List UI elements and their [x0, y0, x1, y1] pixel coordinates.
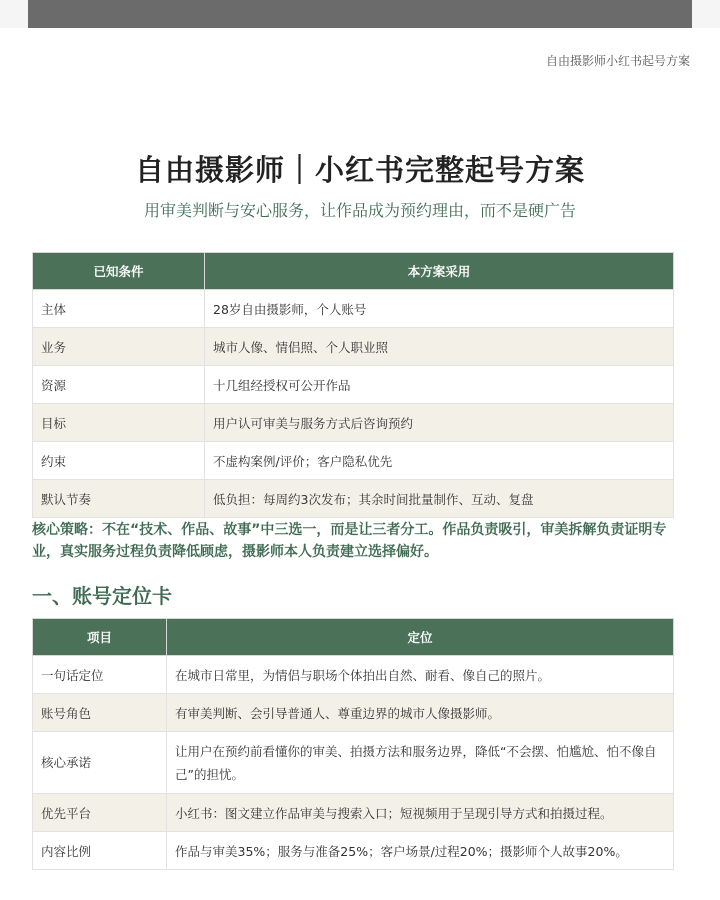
conditions-table	[32, 252, 674, 518]
row-value: 28岁自由摄影师，个人账号	[205, 290, 674, 328]
table-row	[33, 366, 674, 404]
table-row	[33, 480, 674, 518]
row-value: 十几组经授权可公开作品	[205, 366, 674, 404]
table-row	[33, 404, 674, 442]
row-value: 用户认可审美与服务方式后咨询预约	[205, 404, 674, 442]
table-header-row	[33, 619, 674, 656]
row-label: 核心承诺	[33, 732, 167, 794]
page-title: 自由摄影师｜小红书完整起号方案	[134, 153, 585, 187]
row-label: 默认节奏	[33, 480, 205, 518]
row-value: 低负担：每周约3次发布；其余时间批量制作、互动、复盘	[205, 480, 674, 518]
section-heading: 一、账号定位卡	[32, 584, 172, 608]
page-subtitle: 用审美判断与安心服务，让作品成为预约理由，而不是硬广告	[143, 201, 576, 220]
row-label: 账号角色	[33, 694, 167, 732]
column-header: 项目	[33, 619, 167, 656]
row-label: 内容比例	[33, 832, 167, 870]
table-row	[33, 656, 674, 694]
table-row	[33, 442, 674, 480]
row-label: 主体	[33, 290, 205, 328]
row-label: 约束	[33, 442, 205, 480]
table-row	[33, 694, 674, 732]
positioning-table	[32, 618, 674, 870]
row-value: 让用户在预约前看懂你的审美、拍摄方法和服务边界，降低“不会摆、怕尴尬、怕不像自己”的担忧。	[167, 732, 674, 794]
top-bar	[28, 0, 692, 28]
row-label: 一句话定位	[33, 656, 167, 694]
row-value: 不虚构案例/评价；客户隐私优先	[205, 442, 674, 480]
table-row	[33, 732, 674, 794]
column-header: 已知条件	[33, 253, 205, 290]
row-value: 作品与审美35%；服务与准备25%；客户场景/过程20%；摄影师个人故事20%。	[167, 832, 674, 870]
row-value: 有审美判断、会引导普通人、尊重边界的城市人像摄影师。	[167, 694, 674, 732]
table-row	[33, 328, 674, 366]
row-label: 目标	[33, 404, 205, 442]
row-label: 资源	[33, 366, 205, 404]
row-value: 城市人像、情侣照、个人职业照	[205, 328, 674, 366]
row-value: 在城市日常里，为情侣与职场个体拍出自然、耐看、像自己的照片。	[167, 656, 674, 694]
table-row	[33, 832, 674, 870]
column-header: 定位	[167, 619, 674, 656]
table-header-row	[33, 253, 674, 290]
row-label: 优先平台	[33, 794, 167, 832]
column-header: 本方案采用	[205, 253, 674, 290]
table-row	[33, 794, 674, 832]
header-note: 自由摄影师小红书起号方案	[545, 54, 690, 68]
row-label: 业务	[33, 328, 205, 366]
core-strategy: 核心策略：不在“技术、作品、故事”中三选一，而是让三者分工。作品负责吸引，审美拆解负责证明专业，真实服务过程负责降低顾虑，摄影师本人负责建立选择偏好。	[32, 522, 667, 560]
table-row	[33, 290, 674, 328]
row-value: 小红书：图文建立作品审美与搜索入口；短视频用于呈现引导方式和拍摄过程。	[167, 794, 674, 832]
